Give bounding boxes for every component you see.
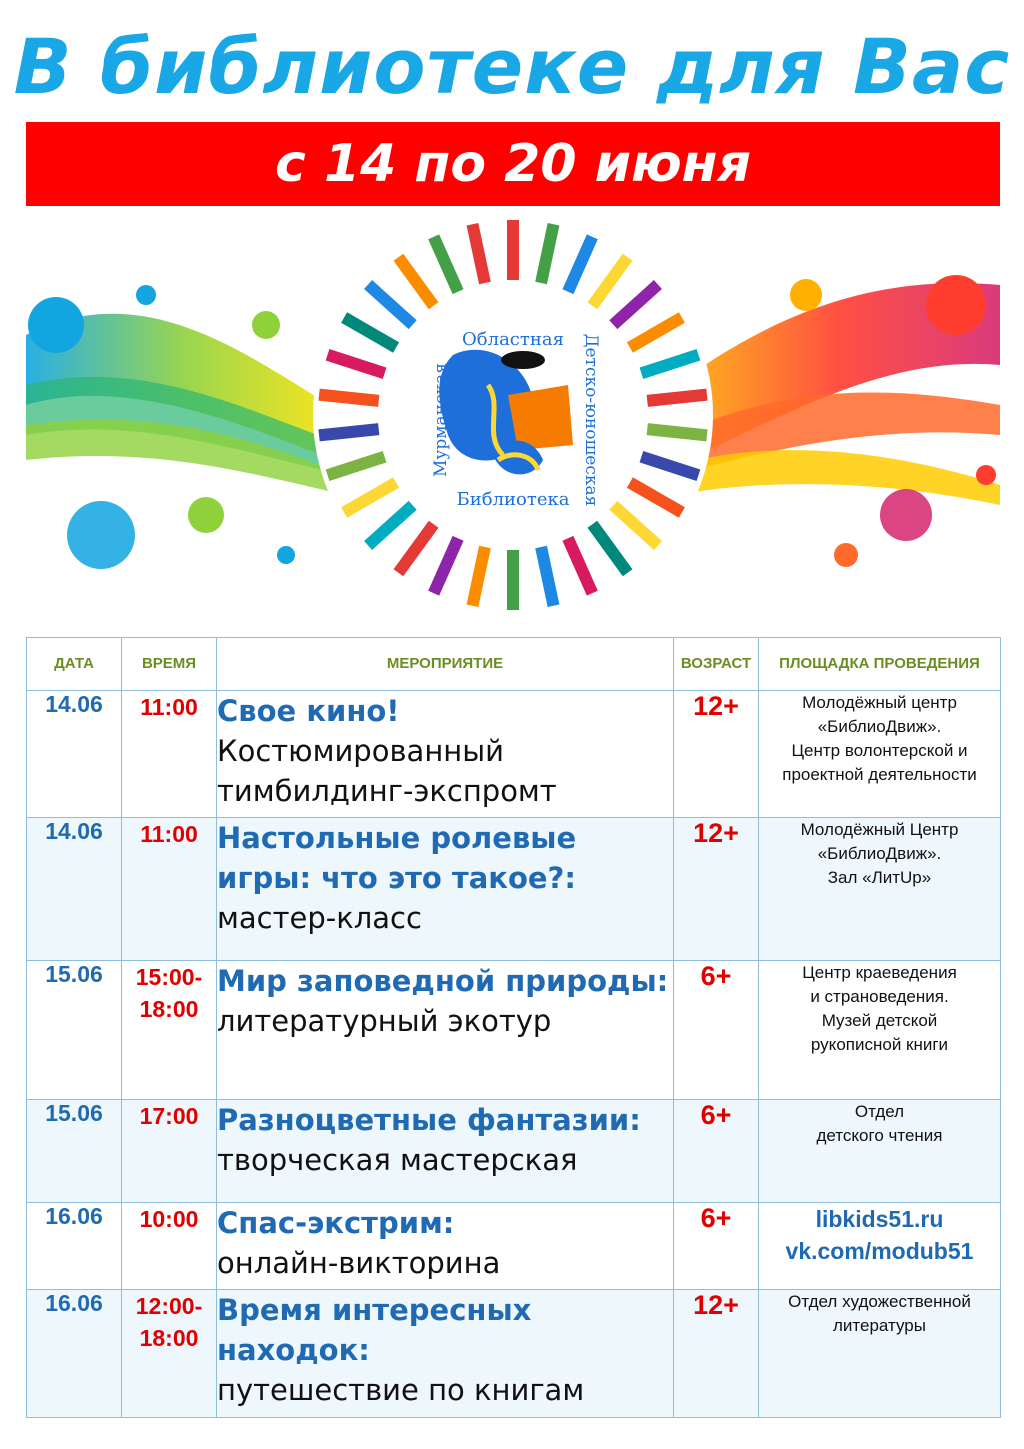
event-venue (759, 1203, 1001, 1290)
venue-line: «БиблиоДвиж». (817, 844, 942, 863)
date-band (26, 122, 1000, 206)
event-title: Настольные ролевые игры: что это такое?: (217, 821, 577, 895)
time-line: 11:00 (140, 694, 198, 720)
venue-line: Молодёжный центр (802, 693, 957, 712)
venue-line: Молодёжный Центр (800, 820, 959, 839)
event-time (122, 691, 217, 818)
right-paint-splash (676, 275, 1000, 567)
vk-link[interactable]: vk.com/modub51 (785, 1238, 974, 1264)
event-time (122, 1290, 217, 1418)
logo-word-right: Детско-юношеская (581, 333, 601, 507)
table-row (27, 1290, 1001, 1418)
event-date: 15.06 (27, 1100, 122, 1203)
event-venue (759, 818, 1001, 961)
table-row (27, 818, 1001, 961)
left-paint-splash (26, 285, 346, 569)
table-row (27, 691, 1001, 818)
venue-line: детского чтения (816, 1126, 943, 1145)
venue-line: проектной деятельности (782, 765, 977, 784)
age-rating: 6+ (674, 961, 759, 1100)
library-emblem-banner (26, 215, 1000, 635)
event-subtitle: Костюмированный (217, 734, 504, 768)
event-subtitle: онлайн-викторина (217, 1246, 501, 1280)
event-venue (759, 691, 1001, 818)
event-subtitle: мастер-класс (217, 901, 422, 935)
time-line: 12:00- (135, 1293, 203, 1319)
venue-line: литературы (833, 1316, 926, 1335)
event-title: Мир заповедной природы: (217, 964, 669, 998)
event-cell (217, 1290, 674, 1418)
event-cell (217, 818, 674, 961)
venue-line: и страноведения. (810, 987, 949, 1006)
event-venue (759, 1100, 1001, 1203)
event-title: Разноцветные фантазии: (217, 1103, 641, 1137)
col-age: ВОЗРАСТ (674, 638, 759, 691)
event-cell (217, 961, 674, 1100)
event-time (122, 818, 217, 961)
event-cell (217, 691, 674, 818)
date-range: с 14 по 20 июня (275, 134, 751, 194)
age-rating: 6+ (674, 1203, 759, 1290)
schedule-table (26, 637, 1001, 1418)
event-title: Спас-экстрим: (217, 1206, 455, 1240)
table-row (27, 1203, 1001, 1290)
venue-line: рукописной книги (810, 1035, 949, 1054)
event-venue (759, 961, 1001, 1100)
venue-line: «БиблиоДвиж». (817, 717, 942, 736)
event-date: 14.06 (27, 818, 122, 961)
event-time (122, 961, 217, 1100)
venue-line: Центр краеведения (802, 963, 957, 982)
event-subtitle: творческая мастерская (217, 1143, 578, 1177)
venue-line: Зал «ЛитUp» (827, 868, 932, 887)
event-date: 16.06 (27, 1203, 122, 1290)
event-title: Время интересных находок: (217, 1293, 532, 1367)
age-rating: 12+ (674, 691, 759, 818)
time-line: 11:00 (140, 821, 198, 847)
event-title: Свое кино! (217, 694, 400, 728)
event-time (122, 1203, 217, 1290)
venue-line: Музей детской (821, 1011, 938, 1030)
venue-line: Отдел художественной (788, 1292, 971, 1311)
book-ring (313, 215, 713, 615)
event-cell (217, 1203, 674, 1290)
event-subtitle: литературный экотур (217, 1004, 552, 1038)
age-rating: 6+ (674, 1100, 759, 1203)
col-time: ВРЕМЯ (122, 638, 217, 691)
col-date: ДАТА (27, 638, 122, 691)
time-line: 18:00 (139, 996, 199, 1022)
table-row (27, 1100, 1001, 1203)
logo-word-bottom: Библиотека (456, 489, 570, 510)
event-subtitle: тимбилдинг-экспромт (217, 774, 557, 808)
table-row (27, 961, 1001, 1100)
time-line: 17:00 (139, 1103, 199, 1129)
website-link[interactable]: libkids51.ru (815, 1206, 944, 1232)
event-date: 14.06 (27, 691, 122, 818)
event-date: 15.06 (27, 961, 122, 1100)
event-cell (217, 1100, 674, 1203)
event-time (122, 1100, 217, 1203)
time-line: 10:00 (139, 1206, 199, 1232)
event-date: 16.06 (27, 1290, 122, 1418)
page-title: В библиотеке для Вас (13, 22, 1011, 111)
table-header-row (27, 638, 1001, 691)
logo-word-left: Мурманская (431, 363, 451, 477)
venue-line: Отдел (854, 1102, 905, 1121)
event-subtitle: путешествие по книгам (217, 1373, 585, 1407)
age-rating: 12+ (674, 818, 759, 961)
time-line: 15:00- (135, 964, 203, 990)
venue-line: Центр волонтерской и (791, 741, 968, 760)
col-event: МЕРОПРИЯТИЕ (217, 638, 674, 691)
age-rating: 12+ (674, 1290, 759, 1418)
event-venue (759, 1290, 1001, 1418)
time-line: 18:00 (139, 1325, 199, 1351)
col-venue: ПЛОЩАДКА ПРОВЕДЕНИЯ (759, 638, 1001, 691)
logo-word-top: Областная (462, 329, 564, 350)
